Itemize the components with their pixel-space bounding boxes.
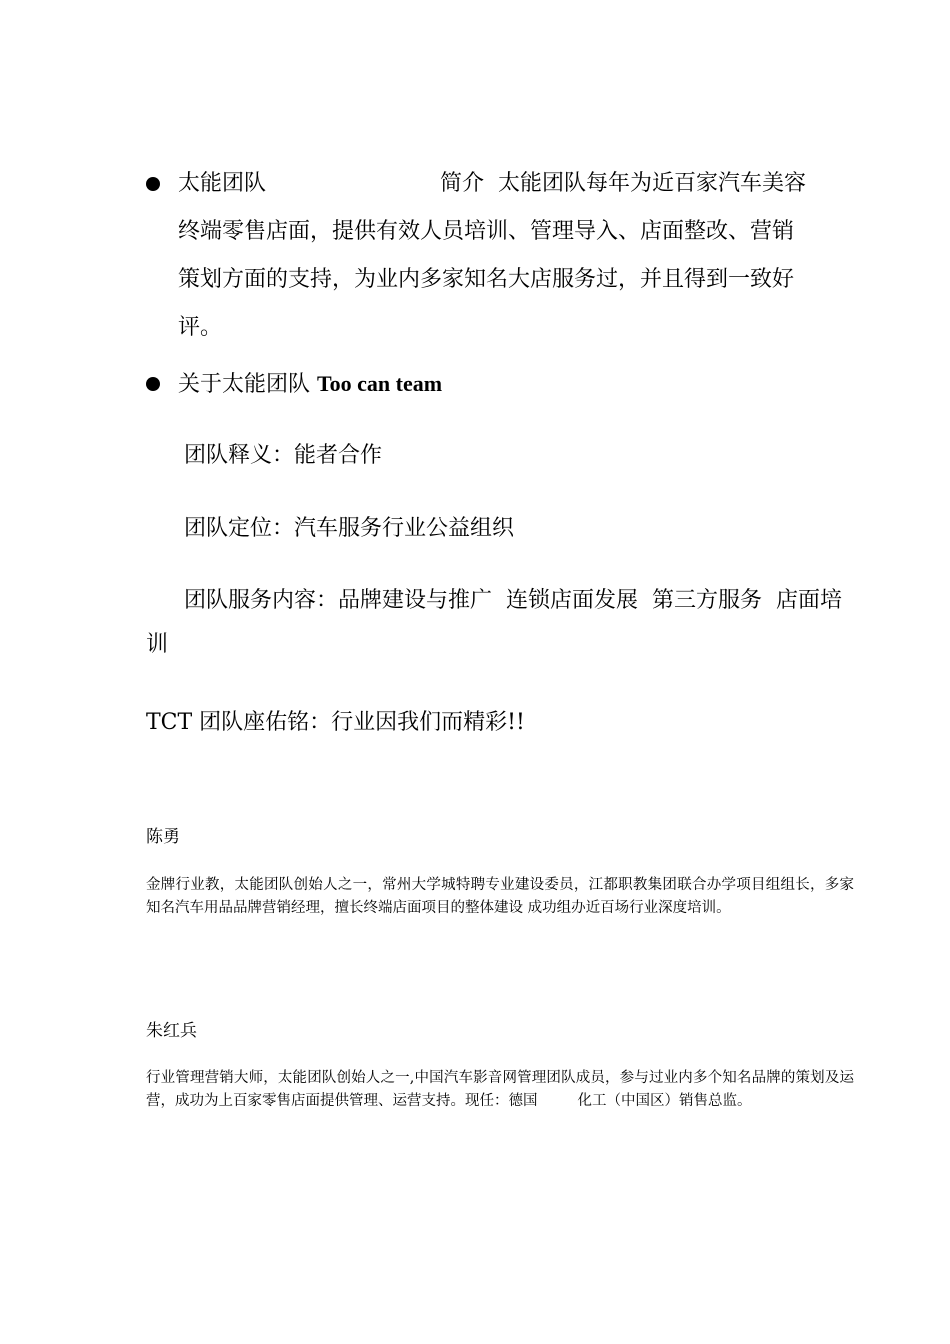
intro-line4: 评。	[178, 315, 223, 340]
person-bio-part1: 行业管理营销大师，太能团队创始人之一,中国汽车影音网管理团队成员，参与过业内多个知名品牌的策划及运营，成功为上百家零售店面提供管理、运营支持。现任：德国	[146, 1070, 854, 1109]
team-meaning: 团队释义：能者合作	[184, 443, 383, 468]
intro-label: 简介	[440, 171, 485, 196]
person-bio: 金牌行业教，太能团队创始人之一，常州大学城特聘专业建设委员，江都职教集团联合办学项目组组长，多家知名汽车用品品牌营销经理，擅长终端店面项目的整体建设 成功组办近百场行业深度培训。	[146, 877, 854, 916]
team-services-line2: 训	[146, 632, 169, 657]
about-heading-en: Too can team	[317, 371, 443, 396]
about-bullet-item	[146, 360, 866, 409]
team-positioning: 团队定位：汽车服务行业公益组织	[184, 516, 515, 541]
person-name: 陈勇	[146, 827, 180, 847]
bullet-dot-icon	[146, 377, 160, 391]
team-services	[146, 577, 866, 669]
about-heading	[178, 360, 442, 409]
intro-line3: 策划方面的支持，为业内多家知名大店服务过，并且得到一致好	[178, 267, 795, 292]
intro-title: 太能团队	[178, 171, 267, 196]
intro-line2: 终端零售店面，提供有效人员培训、管理导入、店面整改、营销	[178, 219, 795, 244]
about-heading-cn: 关于太能团队	[178, 372, 311, 397]
intro-paragraph	[178, 160, 866, 352]
team-services-line1: 团队服务内容：品牌建设与推广 连锁店面发展 第三方服务 店面培	[184, 588, 842, 613]
person-bio	[146, 1067, 854, 1113]
intro-bullet-item	[146, 160, 866, 352]
team-motto: TCT 团队座佑铭：行业因我们而精彩!!	[146, 710, 525, 735]
person-bio-part2: 化工（中国区）销售总监。	[577, 1093, 752, 1109]
intro-line1-tail: 太能团队每年为近百家汽车美容	[498, 171, 807, 196]
bullet-dot-icon	[146, 177, 160, 191]
person-name: 朱红兵	[146, 1021, 197, 1041]
